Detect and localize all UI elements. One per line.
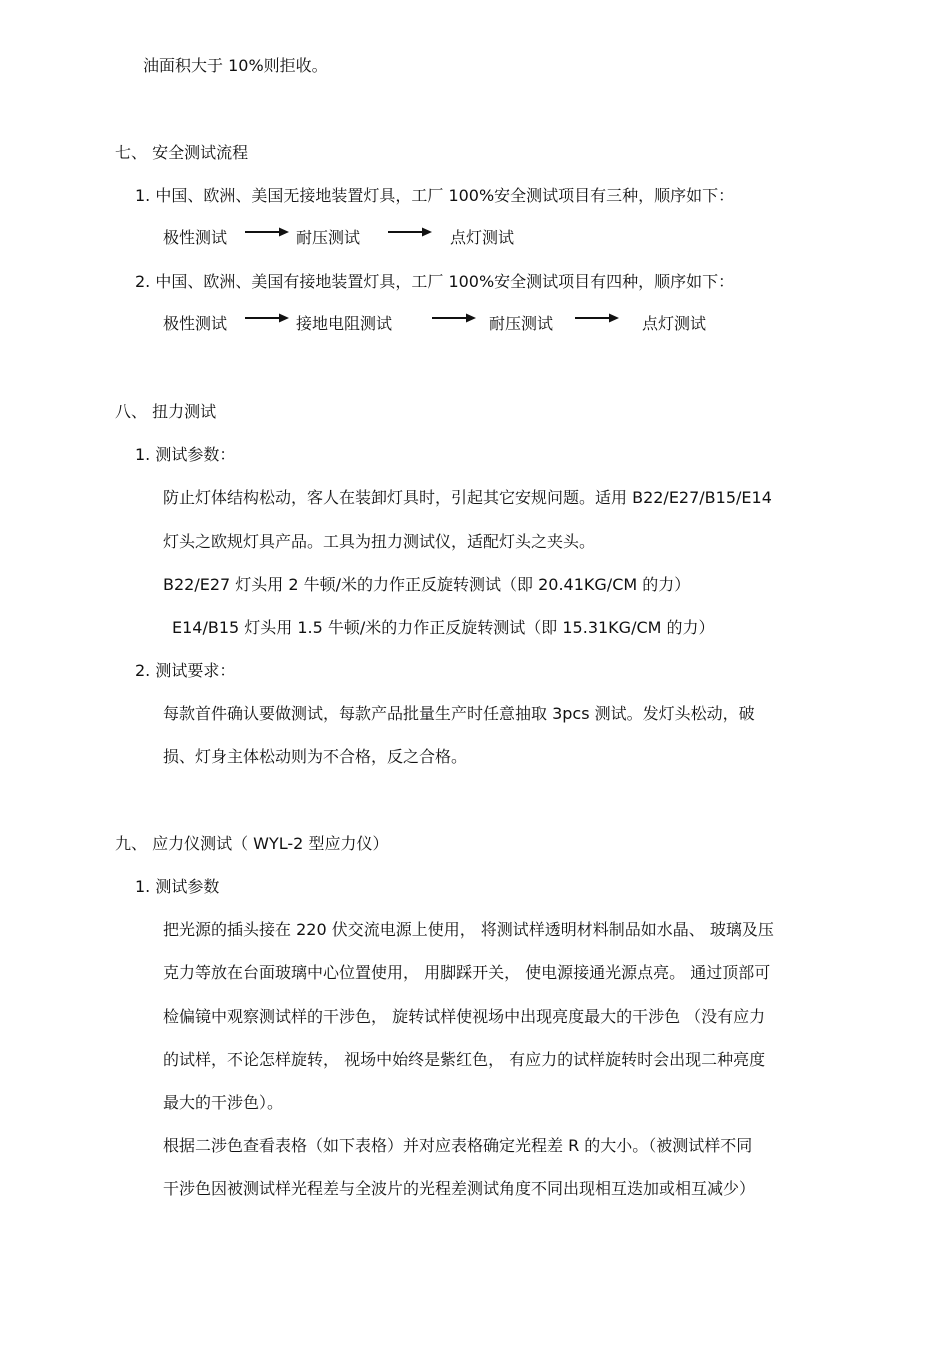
flow1-step-polarity: 极性测试 bbox=[163, 228, 228, 247]
section-9-item-1-line: 根据二涉色查看表格（如下表格）并对应表格确定光程差 R 的大小。（被测试样不同 bbox=[163, 1136, 753, 1155]
flow1-step-withstand: 耐压测试 bbox=[296, 228, 361, 247]
flow2-arrow-3-icon bbox=[575, 312, 619, 324]
flow1-arrow-1-icon bbox=[245, 226, 289, 238]
section-8-item-1-line: 灯头之欧规灯具产品。工具为扭力测试仪，适配灯头之夹头。 bbox=[163, 532, 596, 551]
section-7-item-2: 2. 中国、欧洲、美国有接地装置灯具，工厂 100%安全测试项目有四种，顺序如下： bbox=[135, 272, 735, 291]
flow1-arrow-2-icon bbox=[388, 226, 432, 238]
flow1-step-lighting: 点灯测试 bbox=[450, 228, 515, 247]
section-8-item-1-line: E14/B15 灯头用 1.5 牛顿/米的力作正反旋转测试（即 15.31KG/CM 的力） bbox=[172, 618, 715, 637]
section-9-item-1-line: 把光源的插头接在 220 伏交流电源上使用， 将测试样透明材料制品如水晶、 玻璃及压 bbox=[163, 920, 774, 939]
section-7-item-1: 1. 中国、欧洲、美国无接地装置灯具，工厂 100%安全测试项目有三种，顺序如下： bbox=[135, 186, 735, 205]
section-9-item-1-line: 最大的干涉色）。 bbox=[163, 1093, 284, 1112]
section-8-item-1-line: B22/E27 灯头用 2 牛顿/米的力作正反旋转测试（即 20.41KG/CM 的力） bbox=[163, 575, 691, 594]
section-9-item-1-line: 克力等放在台面玻璃中心位置使用， 用脚踩开关， 使电源接通光源点亮。 通过顶部可 bbox=[163, 963, 771, 982]
flow2-arrow-2-icon bbox=[432, 312, 476, 324]
section-8-item-2-line: 损、灯身主体松动则为不合格，反之合格。 bbox=[163, 747, 468, 766]
section-7-heading: 七、 安全测试流程 bbox=[115, 143, 249, 162]
flow2-arrow-1-icon bbox=[245, 312, 289, 324]
section-9-item-1-line: 检偏镜中观察测试样的干涉色， 旋转试样使视场中出现亮度最大的干涉色 （没有应力 bbox=[163, 1007, 766, 1026]
flow2-step-withstand: 耐压测试 bbox=[489, 314, 554, 333]
section-8-item-1-label: 1. 测试参数： bbox=[135, 445, 236, 464]
section-9-item-1-line: 干涉色因被测试样光程差与全波片的光程差测试角度不同出现相互迭加或相互减少） bbox=[163, 1179, 756, 1198]
flow2-step-lighting: 点灯测试 bbox=[642, 314, 707, 333]
section-8-heading: 八、 扭力测试 bbox=[115, 402, 217, 421]
intro-line: 油面积大于 10%则拒收。 bbox=[143, 56, 328, 75]
section-9-heading: 九、 应力仪测试（ WYL-2 型应力仪） bbox=[115, 834, 389, 853]
section-8-item-2-line: 每款首件确认要做测试，每款产品批量生产时任意抽取 3pcs 测试。发灯头松动，破 bbox=[163, 704, 755, 723]
flow2-step-ground-resistance: 接地电阻测试 bbox=[296, 314, 393, 333]
section-8-item-1-line: 防止灯体结构松动，客人在装卸灯具时，引起其它安规问题。适用 B22/E27/B15/E14 bbox=[163, 488, 772, 507]
section-8-item-2-label: 2. 测试要求： bbox=[135, 661, 236, 680]
section-9-item-1-label: 1. 测试参数 bbox=[135, 877, 220, 896]
section-9-item-1-line: 的试样，不论怎样旋转， 视场中始终是紫红色， 有应力的试样旋转时会出现二种亮度 bbox=[163, 1050, 766, 1069]
flow2-step-polarity: 极性测试 bbox=[163, 314, 228, 333]
